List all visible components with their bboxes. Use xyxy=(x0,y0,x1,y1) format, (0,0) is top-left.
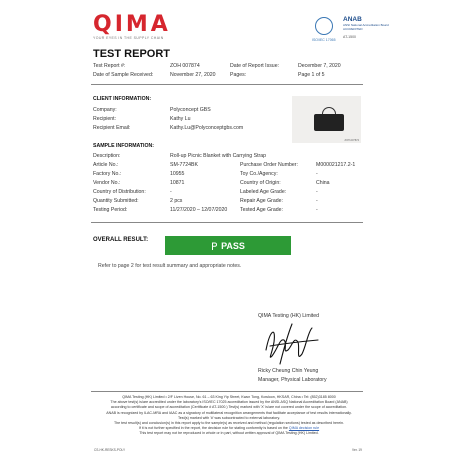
handwritten-signature xyxy=(262,320,322,366)
sample-date-label: Date of Sample Received: xyxy=(93,72,154,78)
origin-value: China xyxy=(316,180,330,186)
pages-value: Page 1 of 5 xyxy=(298,72,325,78)
period-label: Testing Period: xyxy=(93,207,128,213)
report-no-label: Test Report #: xyxy=(93,63,126,69)
divider xyxy=(91,222,363,223)
certification-seal-icon xyxy=(315,17,333,35)
signatory-company: QIMA Testing (HK) Limited xyxy=(258,313,320,319)
period-value: 11/27/2020 – 12/07/2020 xyxy=(170,207,228,213)
decision-rule-link[interactable]: QIMA decision rule xyxy=(288,426,320,431)
recipient-label: Recipient: xyxy=(93,116,117,122)
result-note: Refer to page 2 for test result summary and appropriate notes. xyxy=(98,263,242,269)
signatory-name: Ricky Cheung Chin Yeung xyxy=(258,368,319,374)
pass-badge xyxy=(165,236,291,255)
footer-disclaimer-1: The test result(s) and conclusion(s) in this report apply to the sample(s) as received and method (regulation sections) tested as described herein. xyxy=(113,421,345,426)
repair-age-value: - xyxy=(316,198,318,204)
client-heading: CLIENT INFORMATION: xyxy=(93,96,152,102)
footer-disclaimer-2: This test report may not be reproduced in whole or in part, without written approval of QIMA Testing (HK) Limited. xyxy=(139,431,319,436)
sample-heading: SAMPLE INFORMATION: xyxy=(93,143,154,149)
issue-date-label: Date of Report Issue: xyxy=(230,63,280,69)
anab-sub-line2: ACCREDITED xyxy=(343,26,363,31)
factory-value: 10955 xyxy=(170,171,185,177)
description-label: Description: xyxy=(93,153,121,159)
toy-agency-label: Toy Co./Agency: xyxy=(240,171,278,177)
pages-label: Pages: xyxy=(230,72,247,78)
description-value: Roll-up Picnic Blanket with Carrying Strap xyxy=(170,153,267,159)
pass-icon xyxy=(211,242,217,250)
article-value: SM-7724BK xyxy=(170,162,198,168)
distribution-value: - xyxy=(170,189,172,195)
anab-logo: ANAB xyxy=(343,16,362,23)
vendor-value: 10871 xyxy=(170,180,185,186)
anab-subtitle xyxy=(343,24,389,31)
pass-text: PASS xyxy=(221,240,245,251)
footer-subcontract: Test(s) marked with '#' was subcontracted to external laboratory. xyxy=(178,415,280,420)
repair-age-label: Repair Age Grade: xyxy=(240,198,283,204)
form-code: CS-HK-RESKS-POLY xyxy=(94,448,126,452)
company-label: Company: xyxy=(93,107,117,113)
footer-accreditation-1: The above test(s) is/are accredited under the laboratory's ISO/IEC 17025 accreditation issued by the ANSI-ASQ National Accreditation Board (ANAB) xyxy=(110,400,348,405)
issue-date-value: December 7, 2020 xyxy=(298,63,341,69)
footer-accreditation-2: according to certificate and scope of accreditation (Certificate # AT-1500.) Test(s) marked with 'X' is/are not covered under the scope of accreditation. xyxy=(110,405,348,410)
footer-divider xyxy=(91,391,363,392)
po-label: Purchase Order Number: xyxy=(240,162,298,168)
quantity-label: Quantity Submitted: xyxy=(93,198,139,204)
form-version: Ver. 19 xyxy=(352,448,362,452)
company-value: Polyconcept GBS xyxy=(170,107,211,113)
tested-age-label: Tested Age Grade: xyxy=(240,207,283,213)
po-value: M000021217.2-1 xyxy=(316,162,356,168)
product-photo xyxy=(292,96,361,143)
toy-agency-value: - xyxy=(316,171,318,177)
article-label: Article No.: xyxy=(93,162,119,168)
labeled-age-label: Labeled Age Grade: xyxy=(240,189,287,195)
qima-tagline: YOUR EYES IN THE SUPPLY CHAIN xyxy=(93,36,164,40)
sample-date-value: November 27, 2020 xyxy=(170,72,216,78)
anab-code: AT-1500 xyxy=(343,35,356,39)
quantity-value: 2 pcs xyxy=(170,198,183,204)
footer-address: QIMA Testing (HK) Limited • 2/F Liven House, No. 61 – 63 King Yip Street, Kwun Tong, Kowloon, HKSAR, China • Tel: (852)3185 8000 xyxy=(122,395,336,399)
anab-sub-line1: ANSI National Accreditation Board xyxy=(343,23,389,27)
vendor-label: Vendor No.: xyxy=(93,180,121,186)
email-value: Kathy.Lu@Polyconceptgbs.com xyxy=(170,125,244,131)
distribution-label: Country of Distribution: xyxy=(93,189,146,195)
footer-accreditation-3: ANAB is recognized by ILAC-MRA and IAAC as a signatory of multilateral recognition arrangements that facilitate acceptance of test results internationally. xyxy=(106,410,352,415)
cert-label: ISO/IEC 17065 xyxy=(312,38,336,42)
recipient-value: Kathy Lu xyxy=(170,116,191,122)
footer-decision-text: If it is not further specified in the report, the decision rule for stating conformity is based on the xyxy=(138,426,288,431)
report-no-value: ZOH 007874 xyxy=(170,63,200,69)
footer-text xyxy=(95,395,363,437)
qima-logo: QIMA xyxy=(93,12,171,37)
tested-age-value: - xyxy=(316,207,318,213)
labeled-age-value: - xyxy=(316,189,318,195)
photo-caption: ZOH-007874 xyxy=(344,139,359,142)
email-label: Recipient Email: xyxy=(93,125,131,131)
page-title: TEST REPORT xyxy=(93,48,171,60)
blanket-bag-graphic xyxy=(314,114,344,131)
factory-label: Factory No.: xyxy=(93,171,122,177)
signatory-title: Manager, Physical Laboratory xyxy=(258,377,327,383)
overall-result-label: OVERALL RESULT: xyxy=(93,237,149,243)
origin-label: Country of Origin: xyxy=(240,180,281,186)
divider xyxy=(91,84,363,85)
